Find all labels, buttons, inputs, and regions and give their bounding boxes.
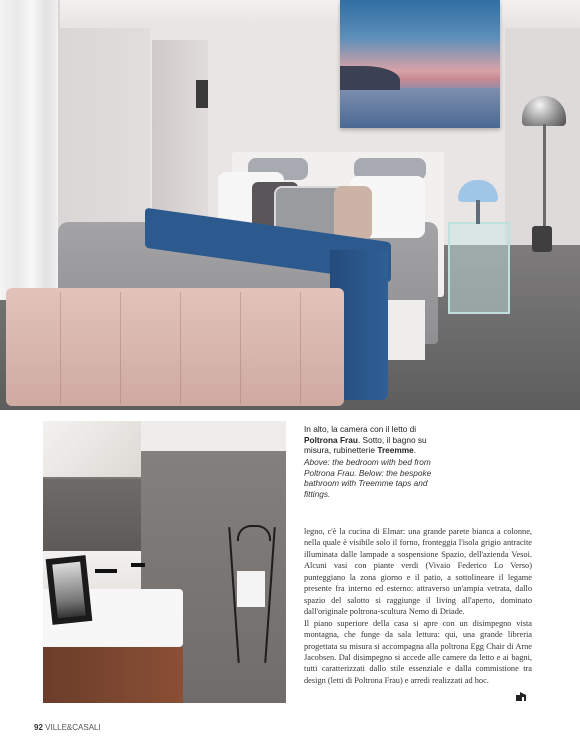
wood-vanity bbox=[43, 647, 183, 703]
page-folio bbox=[34, 723, 101, 732]
caption-english: Above: the bedroom with bed from Poltrona Frau. Below: the bespoke bathroom with Treemme taps and fittings. bbox=[304, 457, 432, 499]
towel bbox=[237, 571, 265, 607]
house-end-mark-icon bbox=[516, 692, 526, 701]
curtain bbox=[0, 0, 58, 300]
framed-photo bbox=[46, 555, 93, 625]
page-number: 92 bbox=[34, 723, 43, 732]
pink-bench bbox=[6, 288, 344, 406]
bathroom-photo bbox=[43, 421, 286, 703]
article-body bbox=[304, 526, 532, 686]
seascape-painting bbox=[340, 0, 500, 128]
glass-side-table bbox=[448, 222, 510, 314]
paragraph: legno, c'è la cucina di Elmar: una grande parete bianca a colonne, nella quale è visibile solo il forno, fronteggia l'isola grigio antracite illuminata dalle lampade a sospensione Spazio, dell'azienda Vesoi. Alcuni vasi con piante verdi (Vivaio Federico Lo Verso) punteggiano la zona giorno e il patio, a sottolineare il legame presente fra interno ed esterno: attraverso un'ampia vetrata, dallo spazio del salotto si raggiunge il living all'aperto, dominato dall'originale poltrona-scultura Nemo di Driade. bbox=[304, 527, 532, 617]
tap bbox=[95, 569, 117, 573]
caption-italian: In alto, la camera con il letto di Poltrona Frau. Sotto, il bagno su misura, rubinetterie Treemme. bbox=[304, 424, 427, 455]
paragraph: Il piano superiore della casa si apre con un disimpegno vista montagna, che funge da sala lettura: qui, una grande libreria progettata su misura si accompagna alla poltrona Egg Chair di Arne Jacobsen. Dal disimpegno si accede alle camere da letto e ai bagni, tutti caratterizzati dallo stile essenziale e dalla commistione tra design (letti di Poltrona Frau) e arredi realizzati ad hoc. bbox=[304, 618, 532, 685]
magazine-name: VILLE&CASALI bbox=[45, 723, 101, 732]
